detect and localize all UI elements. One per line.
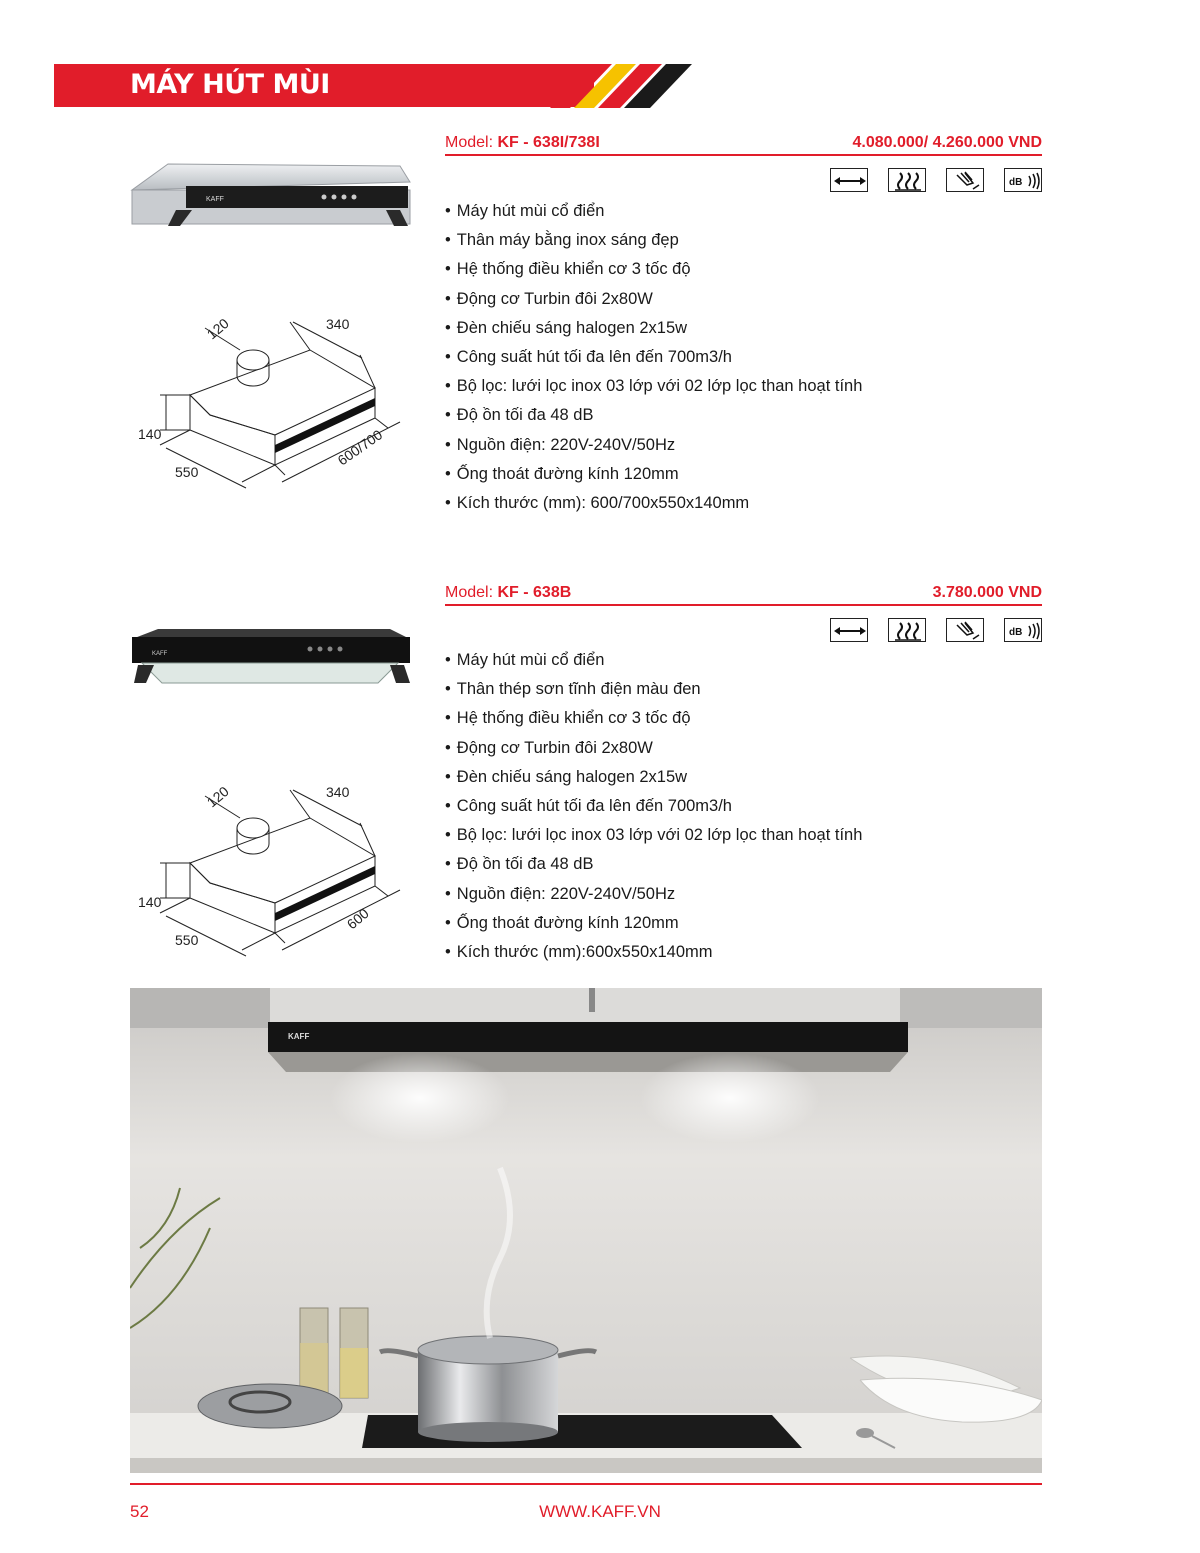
model-label — [445, 134, 600, 152]
noise-db-icon — [1004, 618, 1042, 642]
list-item: • Ống thoát đường kính 120mm — [445, 909, 862, 938]
hand-touch-icon — [946, 168, 984, 192]
photo-brand-text: KAFF — [288, 1032, 310, 1041]
hood-brand-text: KAFF — [152, 651, 168, 657]
db-icon-text: dB — [1009, 627, 1023, 638]
price: 4.080.000/ 4.260.000 VND — [852, 134, 1042, 151]
list-item: • Hệ thống điều khiển cơ 3 tốc độ — [445, 704, 862, 733]
model-label — [445, 584, 571, 602]
model-code: KF - 638B — [497, 584, 572, 601]
list-item: • Nguồn điện: 220V-240V/50Hz — [445, 880, 862, 909]
model-header-1 — [445, 132, 1042, 156]
db-icon-text: dB — [1009, 177, 1023, 188]
list-item: • Độ ồn tối đa 48 dB — [445, 401, 862, 430]
dim-depth: 550 — [175, 932, 199, 948]
list-item: • Đèn chiếu sáng halogen 2x15w — [445, 314, 862, 343]
list-item: • Hệ thống điều khiển cơ 3 tốc độ — [445, 255, 862, 284]
website-link[interactable]: WWW.KAFF.VN — [539, 1502, 661, 1521]
dim-top-depth: 340 — [326, 316, 350, 332]
model-code: KF - 638I/738I — [497, 134, 600, 151]
heat-waves-icon — [888, 618, 926, 642]
list-item: • Kích thước (mm):600x550x140mm — [445, 938, 862, 967]
list-item: • Thân thép sơn tĩnh điện màu đen — [445, 675, 862, 704]
list-item: • Bộ lọc: lưới lọc inox 03 lớp với 02 lớp lọc than hoạt tính — [445, 821, 862, 850]
list-item: • Độ ồn tối đa 48 dB — [445, 850, 862, 879]
dimension-diagram-2 — [130, 778, 420, 963]
list-item: • Máy hút mùi cổ điển — [445, 197, 862, 226]
list-item: • Đèn chiếu sáng halogen 2x15w — [445, 763, 862, 792]
feature-icons-1 — [830, 168, 1042, 194]
model-label-text: Model: — [445, 584, 494, 601]
decorative-stripes — [550, 64, 700, 108]
page-number: 52 — [130, 1502, 149, 1521]
noise-db-icon — [1004, 168, 1042, 192]
width-icon — [830, 168, 868, 192]
feature-list-1 — [445, 197, 862, 518]
price: 3.780.000 VND — [932, 584, 1042, 601]
dim-depth: 550 — [175, 464, 199, 480]
dim-duct: 120 — [203, 783, 232, 811]
model-header-2 — [445, 582, 1042, 606]
hood-brand-text: KAFF — [206, 196, 224, 203]
product-image-black-hood — [128, 625, 413, 691]
list-item: • Bộ lọc: lưới lọc inox 03 lớp với 02 lớp lọc than hoạt tính — [445, 372, 862, 401]
footer-divider — [130, 1483, 1042, 1485]
dim-height: 140 — [138, 426, 162, 442]
list-item: • Động cơ Turbin đôi 2x80W — [445, 285, 862, 314]
list-item: • Công suất hút tối đa lên đến 700m3/h — [445, 792, 862, 821]
feature-list-2 — [445, 646, 862, 967]
list-item: • Ống thoát đường kính 120mm — [445, 460, 862, 489]
list-item: • Động cơ Turbin đôi 2x80W — [445, 734, 862, 763]
dimension-diagram-1 — [130, 310, 420, 495]
hand-touch-icon — [946, 618, 984, 642]
section-title: MÁY HÚT MÙI — [130, 69, 330, 100]
list-item: • Kích thước (mm): 600/700x550x140mm — [445, 489, 862, 518]
dim-top-depth: 340 — [326, 784, 350, 800]
model-label-text: Model: — [445, 134, 494, 151]
kitchen-photo — [130, 988, 1042, 1473]
list-item: • Thân máy bằng inox sáng đẹp — [445, 226, 862, 255]
feature-icons-2 — [830, 618, 1042, 644]
width-icon — [830, 618, 868, 642]
list-item: • Nguồn điện: 220V-240V/50Hz — [445, 431, 862, 460]
dim-duct: 120 — [203, 315, 232, 343]
heat-waves-icon — [888, 168, 926, 192]
product-image-stainless-hood — [128, 160, 413, 232]
dim-width: 600/700 — [334, 426, 386, 469]
list-item: • Công suất hút tối đa lên đến 700m3/h — [445, 343, 862, 372]
dim-height: 140 — [138, 894, 162, 910]
list-item: • Máy hút mùi cổ điển — [445, 646, 862, 675]
dim-width: 600 — [343, 905, 372, 933]
